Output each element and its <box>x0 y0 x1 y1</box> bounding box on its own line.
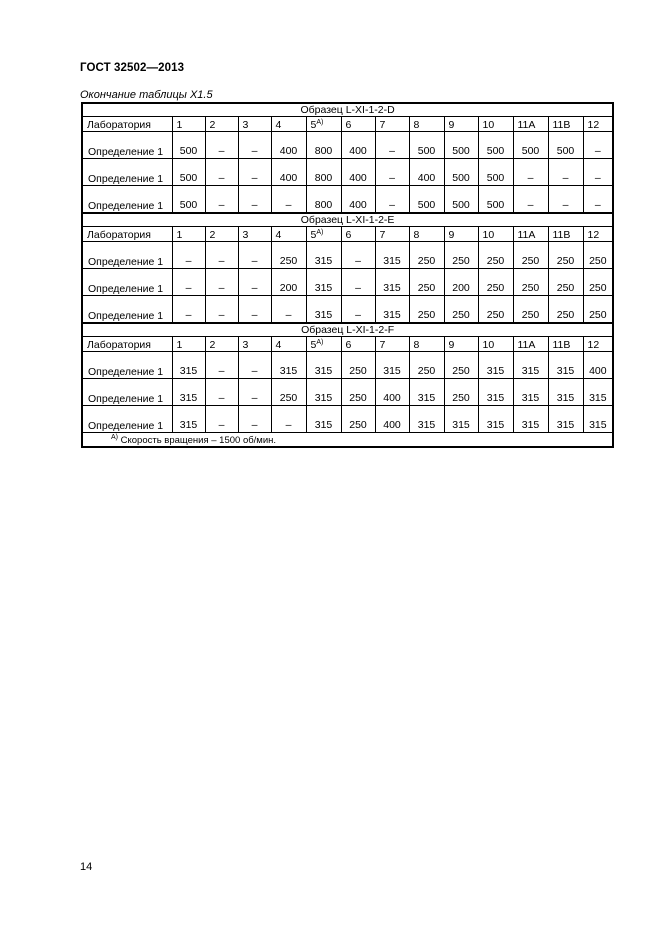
table-cell: 250 <box>583 269 613 296</box>
table-cell: 400 <box>341 186 375 214</box>
table-cell: 400 <box>341 159 375 186</box>
table-cell: 315 <box>306 242 341 269</box>
column-header-text: 4 <box>275 229 282 241</box>
table-cell: 250 <box>271 242 306 269</box>
table-cell: 250 <box>341 352 375 379</box>
column-header-text: 10 <box>482 229 495 241</box>
footnote <box>82 433 613 448</box>
table-cell: 315 <box>375 269 409 296</box>
table-cell: 315 <box>513 352 548 379</box>
column-header <box>172 117 205 132</box>
column-header <box>513 227 548 242</box>
table-cell: 315 <box>172 352 205 379</box>
table-cell: – <box>375 159 409 186</box>
table-cell: – <box>271 296 306 324</box>
table-cell: 315 <box>583 406 613 433</box>
column-header-text: 2 <box>209 339 216 351</box>
table-cell: – <box>513 159 548 186</box>
section-title-row <box>82 323 613 337</box>
table-cell: 315 <box>548 406 583 433</box>
table-cell: 800 <box>306 186 341 214</box>
table-cell: – <box>205 186 238 214</box>
column-header-text: 12 <box>587 229 600 241</box>
table-cell: 315 <box>583 379 613 406</box>
column-header <box>205 337 238 352</box>
table-cell: 315 <box>172 379 205 406</box>
table-cell: 500 <box>444 186 478 214</box>
table-cell: 315 <box>306 352 341 379</box>
table-cell: 400 <box>375 379 409 406</box>
column-header <box>548 117 583 132</box>
column-header <box>478 117 513 132</box>
column-header <box>375 227 409 242</box>
column-header <box>306 227 341 242</box>
table-cell: – <box>172 242 205 269</box>
table-cell: 400 <box>583 352 613 379</box>
column-header <box>238 227 271 242</box>
header-label: Лаборатория <box>82 337 172 352</box>
column-header-text: 3 <box>242 339 249 351</box>
table-cell: – <box>238 242 271 269</box>
table-row <box>82 242 613 269</box>
table-cell: – <box>375 186 409 214</box>
table-cell: 400 <box>341 132 375 159</box>
column-header-text: 2 <box>209 119 216 131</box>
page-number: 14 <box>80 861 93 873</box>
results-table-wrapper <box>81 102 612 448</box>
table-cell: 315 <box>513 379 548 406</box>
column-header-text: 12 <box>587 339 600 351</box>
table-cell: – <box>548 159 583 186</box>
table-cell: 250 <box>444 352 478 379</box>
column-header-text: 7 <box>379 229 386 241</box>
table-cell: – <box>341 269 375 296</box>
column-header-text: 9 <box>448 339 455 351</box>
column-header-text: 9 <box>448 119 455 131</box>
table-cell: 315 <box>409 406 444 433</box>
column-header <box>513 337 548 352</box>
footnote-marker: А) <box>111 434 118 441</box>
table-cell: – <box>341 242 375 269</box>
table-cell: 315 <box>478 379 513 406</box>
table-cell: – <box>238 186 271 214</box>
table-cell: – <box>172 296 205 324</box>
results-table <box>81 102 614 448</box>
column-header-text: 4 <box>275 339 282 351</box>
table-cell: – <box>341 296 375 324</box>
table-cell: 250 <box>513 242 548 269</box>
table-cell: 500 <box>172 132 205 159</box>
row-label: Определение 1 <box>82 269 172 296</box>
column-header-text: 6 <box>345 119 352 131</box>
table-cell: 400 <box>375 406 409 433</box>
table-cell: – <box>548 186 583 214</box>
row-label: Определение 1 <box>82 159 172 186</box>
column-header-text: 11A <box>517 229 536 241</box>
column-header-text: 10 <box>482 339 495 351</box>
row-label: Определение 1 <box>82 352 172 379</box>
table-cell: – <box>205 379 238 406</box>
column-header <box>548 337 583 352</box>
column-header <box>409 117 444 132</box>
table-cell: 250 <box>513 269 548 296</box>
column-header-text: 5 <box>310 229 317 241</box>
section-title: Образец L-XI-1-2-E <box>82 213 613 227</box>
column-header-text: 8 <box>413 229 420 241</box>
table-cell: 400 <box>271 132 306 159</box>
table-cell: 250 <box>478 296 513 324</box>
column-header-text: 12 <box>587 119 600 131</box>
column-header-text: 10 <box>482 119 495 131</box>
column-header <box>444 337 478 352</box>
table-cell: 250 <box>583 296 613 324</box>
row-label: Определение 1 <box>82 242 172 269</box>
table-cell: – <box>513 186 548 214</box>
column-header <box>238 117 271 132</box>
table-cell: 250 <box>548 269 583 296</box>
column-header <box>375 337 409 352</box>
table-cell: 250 <box>444 296 478 324</box>
column-header-text: 6 <box>345 339 352 351</box>
table-cell: – <box>375 132 409 159</box>
footnote-text: Скорость вращения – 1500 об/мин. <box>118 435 277 446</box>
column-header-text: 3 <box>242 119 249 131</box>
table-cell: – <box>583 132 613 159</box>
table-row <box>82 132 613 159</box>
table-cell: – <box>205 159 238 186</box>
column-header <box>341 117 375 132</box>
table-cell: – <box>271 406 306 433</box>
table-row <box>82 159 613 186</box>
table-cell: – <box>583 159 613 186</box>
column-header <box>205 227 238 242</box>
column-header-text: 7 <box>379 119 386 131</box>
column-header-text: 7 <box>379 339 386 351</box>
table-cell: 315 <box>172 406 205 433</box>
table-cell: 250 <box>341 379 375 406</box>
column-header <box>238 337 271 352</box>
header-label: Лаборатория <box>82 117 172 132</box>
column-header <box>271 337 306 352</box>
column-header <box>548 227 583 242</box>
table-cell: – <box>583 186 613 214</box>
row-label: Определение 1 <box>82 379 172 406</box>
column-header <box>444 227 478 242</box>
table-row <box>82 379 613 406</box>
table-cell: – <box>238 269 271 296</box>
column-header <box>306 117 341 132</box>
table-row <box>82 186 613 214</box>
table-cell: 315 <box>409 379 444 406</box>
table-cell: – <box>172 269 205 296</box>
table-cell: 500 <box>409 186 444 214</box>
table-cell: 250 <box>271 379 306 406</box>
table-cell: – <box>205 296 238 324</box>
header-label: Лаборатория <box>82 227 172 242</box>
table-cell: – <box>205 269 238 296</box>
table-cell: 250 <box>478 269 513 296</box>
row-label: Определение 1 <box>82 186 172 214</box>
column-header <box>513 117 548 132</box>
table-cell: 315 <box>548 352 583 379</box>
table-cell: 250 <box>409 269 444 296</box>
footnote-marker: А) <box>316 119 324 126</box>
table-cell: – <box>205 132 238 159</box>
column-header-text: 11B <box>552 339 571 351</box>
row-label: Определение 1 <box>82 296 172 324</box>
column-header <box>478 337 513 352</box>
table-cell: 315 <box>306 269 341 296</box>
table-cell: 400 <box>271 159 306 186</box>
row-label: Определение 1 <box>82 132 172 159</box>
column-header <box>409 337 444 352</box>
column-header-text: 8 <box>413 119 420 131</box>
table-cell: 315 <box>306 406 341 433</box>
table-cell: – <box>238 132 271 159</box>
table-row <box>82 406 613 433</box>
column-header-text: 2 <box>209 229 216 241</box>
column-header-text: 11B <box>552 119 571 131</box>
column-header <box>205 117 238 132</box>
column-header <box>341 337 375 352</box>
table-cell: 500 <box>548 132 583 159</box>
table-cell: 250 <box>409 242 444 269</box>
table-cell: 800 <box>306 159 341 186</box>
footnote-marker: А) <box>316 339 324 346</box>
table-cell: 500 <box>478 186 513 214</box>
table-cell: 250 <box>548 242 583 269</box>
table-row <box>82 296 613 324</box>
column-header-text: 5 <box>310 119 317 131</box>
column-header <box>409 227 444 242</box>
table-cell: 500 <box>172 186 205 214</box>
table-cell: 250 <box>409 296 444 324</box>
table-cell: – <box>238 296 271 324</box>
footnote-marker: А) <box>316 229 324 236</box>
table-cell: 500 <box>172 159 205 186</box>
column-header-text: 3 <box>242 229 249 241</box>
document-header: ГОСТ 32502—2013 <box>80 62 185 74</box>
column-header <box>306 337 341 352</box>
table-cell: – <box>205 242 238 269</box>
table-cell: – <box>205 352 238 379</box>
table-cell: 315 <box>306 296 341 324</box>
column-header-text: 9 <box>448 229 455 241</box>
column-header-text: 11A <box>517 119 536 131</box>
column-header-text: 1 <box>176 229 183 241</box>
table-cell: 400 <box>409 159 444 186</box>
column-header <box>478 227 513 242</box>
table-cell: 200 <box>444 269 478 296</box>
table-cell: – <box>271 186 306 214</box>
table-cell: 200 <box>271 269 306 296</box>
table-cell: 250 <box>583 242 613 269</box>
table-cell: 250 <box>409 352 444 379</box>
column-header <box>583 227 613 242</box>
table-cell: 500 <box>513 132 548 159</box>
table-cell: 315 <box>375 352 409 379</box>
table-cell: 250 <box>444 379 478 406</box>
section-title-row <box>82 103 613 117</box>
column-header-text: 1 <box>176 339 183 351</box>
table-cell: – <box>238 352 271 379</box>
column-header <box>444 117 478 132</box>
column-header-text: 4 <box>275 119 282 131</box>
table-row <box>82 352 613 379</box>
table-cell: – <box>238 159 271 186</box>
table-body <box>82 103 613 447</box>
table-cell: 315 <box>513 406 548 433</box>
column-header-text: 5 <box>310 339 317 351</box>
table-cell: 500 <box>478 132 513 159</box>
section-title: Образец L-XI-1-2-D <box>82 103 613 117</box>
table-cell: – <box>238 379 271 406</box>
table-cell: 250 <box>548 296 583 324</box>
table-cell: 500 <box>409 132 444 159</box>
column-header <box>583 337 613 352</box>
column-header <box>271 227 306 242</box>
column-header <box>271 117 306 132</box>
row-label: Определение 1 <box>82 406 172 433</box>
table-cell: 250 <box>444 242 478 269</box>
table-cell: 250 <box>513 296 548 324</box>
table-cell: 250 <box>478 242 513 269</box>
table-cell: 315 <box>478 406 513 433</box>
column-header-text: 8 <box>413 339 420 351</box>
header-row <box>82 337 613 352</box>
table-cell: 500 <box>444 159 478 186</box>
table-cell: 315 <box>375 242 409 269</box>
column-header-text: 1 <box>176 119 183 131</box>
table-cell: 800 <box>306 132 341 159</box>
column-header-text: 11B <box>552 229 571 241</box>
column-header-text: 11A <box>517 339 536 351</box>
column-header <box>375 117 409 132</box>
table-cell: 315 <box>306 379 341 406</box>
header-row <box>82 227 613 242</box>
header-row <box>82 117 613 132</box>
table-cell: 315 <box>478 352 513 379</box>
table-row <box>82 269 613 296</box>
column-header <box>583 117 613 132</box>
table-cell: 500 <box>478 159 513 186</box>
table-cell: 250 <box>341 406 375 433</box>
column-header-text: 6 <box>345 229 352 241</box>
footnote-row <box>82 433 613 448</box>
column-header <box>172 227 205 242</box>
section-title: Образец L-XI-1-2-F <box>82 323 613 337</box>
column-header <box>341 227 375 242</box>
table-cell: – <box>238 406 271 433</box>
section-title-row <box>82 213 613 227</box>
table-cell: 500 <box>444 132 478 159</box>
column-header <box>172 337 205 352</box>
table-cell: 315 <box>375 296 409 324</box>
table-cell: 315 <box>444 406 478 433</box>
table-cell: 315 <box>271 352 306 379</box>
table-cell: 315 <box>548 379 583 406</box>
table-caption: Окончание таблицы Х1.5 <box>80 89 213 101</box>
table-cell: – <box>205 406 238 433</box>
